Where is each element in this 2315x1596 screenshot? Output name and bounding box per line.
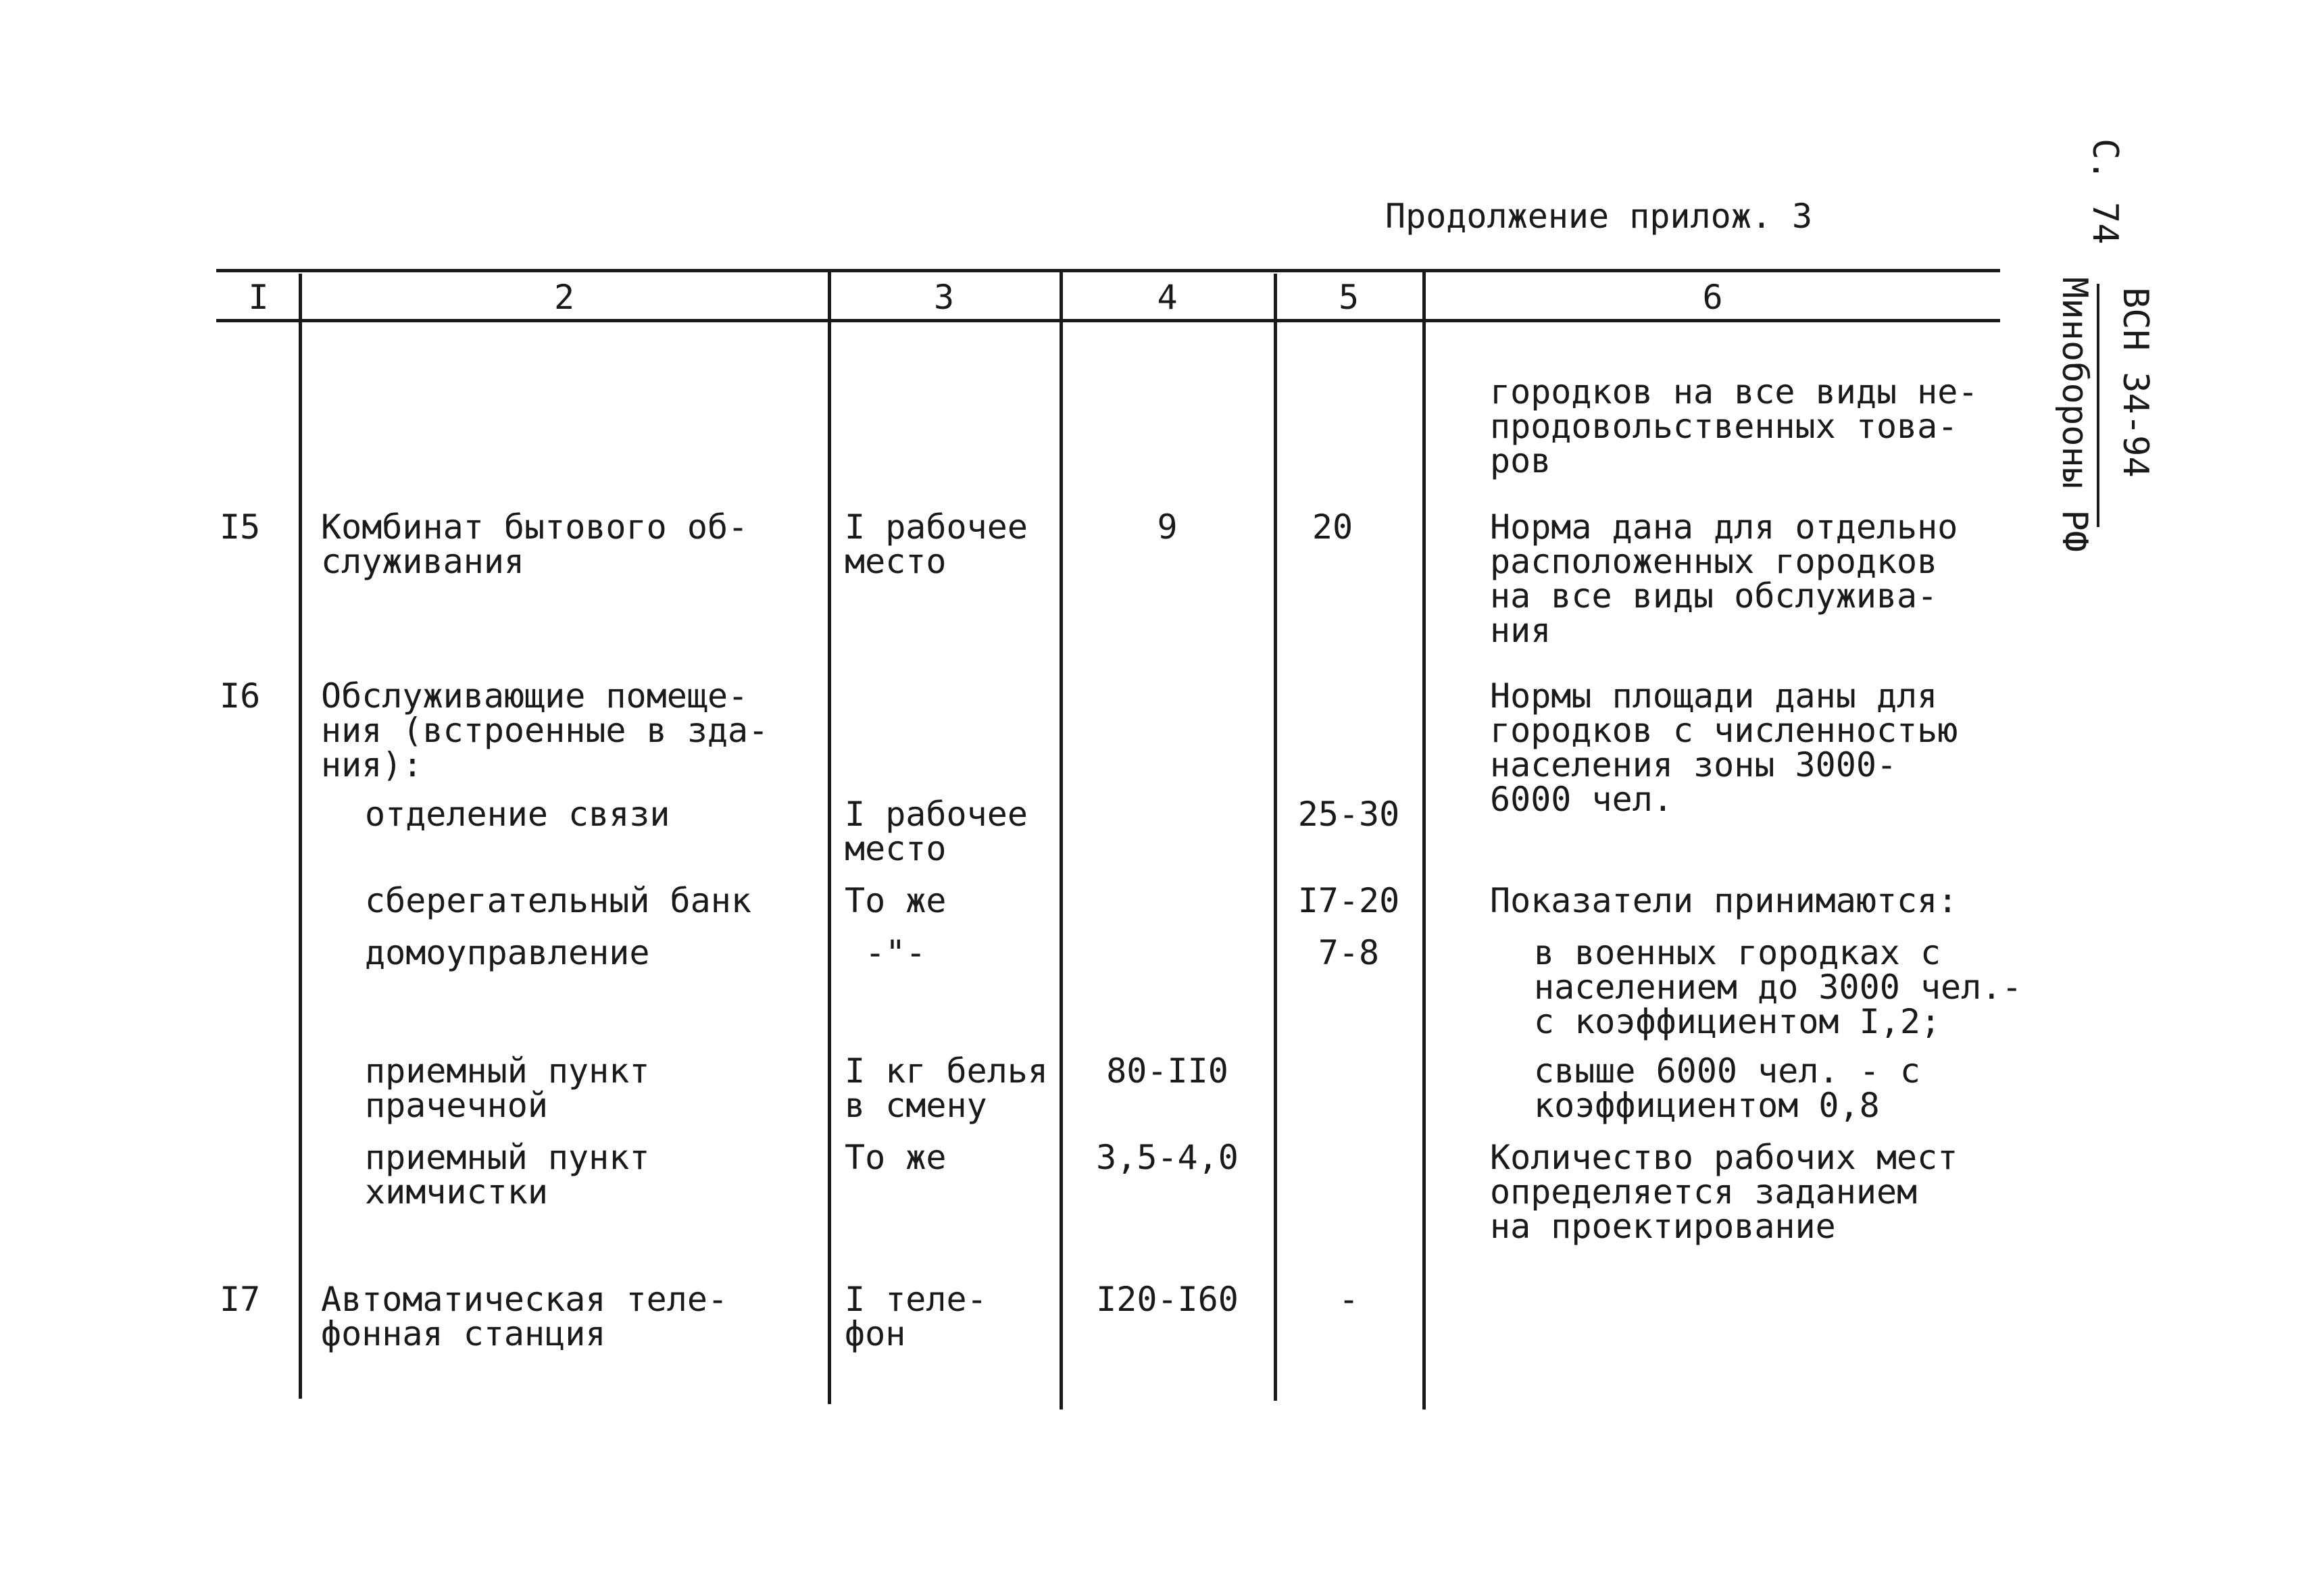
row-17-unit-line-2: фон <box>845 1314 906 1353</box>
row-15-note-line-2: расположенных городков <box>1490 542 1938 581</box>
col-header-4: 4 <box>1157 278 1178 317</box>
sub-savings-bank-unit: То же <box>845 881 947 920</box>
row-17-number: I7 <box>220 1280 261 1319</box>
row-15-unit-line-2: место <box>845 542 947 581</box>
row-17-name-line-2: фонная станция <box>321 1314 606 1353</box>
doc-code-divider <box>2097 284 2099 527</box>
row-17-name-line-1: Автоматическая теле- <box>321 1280 728 1319</box>
row-17-unit-line-1: I теле- <box>845 1280 987 1319</box>
row-15-note-line-3: на все виды обслужива- <box>1490 576 1938 616</box>
workplaces-note-line-2: определяется заданием <box>1490 1172 1918 1212</box>
sub-drycleaning-unit: То же <box>845 1138 947 1177</box>
workplaces-note-line-3: на проектирование <box>1490 1207 1836 1246</box>
column-rule-4 <box>1274 274 1277 1401</box>
row-16-note-line-4: 6000 чел. <box>1490 780 1673 819</box>
indicators-1-line-3: с коэффициентом I,2; <box>1534 1002 1941 1041</box>
row-16-name-line-1: Обслуживающие помеще- <box>321 676 749 716</box>
row-15-col4: 9 <box>1157 507 1178 547</box>
table-header-rule <box>216 319 2000 322</box>
row-16-note-line-3: населения зоны 3000- <box>1490 745 1897 784</box>
sub-drycleaning-name-line-2: химчистки <box>365 1172 548 1212</box>
sub-housing-office-col5: 7-8 <box>1318 933 1380 972</box>
sub-post-office-name: отделение связи <box>365 795 670 834</box>
row-15-note-line-4: ния <box>1490 611 1551 650</box>
col-header-3: 3 <box>933 278 955 317</box>
col-header-1: I <box>248 278 269 317</box>
column-rule-5 <box>1422 269 1426 1410</box>
indicators-1-line-1: в военных городках с <box>1534 933 1941 972</box>
row-15-name-line-2: служивания <box>321 542 525 581</box>
sub-post-office-unit-line-1: I рабочее <box>845 795 1028 834</box>
carry-over-line-1: городков на все виды не- <box>1490 372 1978 412</box>
sub-drycleaning-col4: 3,5-4,0 <box>1096 1138 1239 1177</box>
row-15-number: I5 <box>220 507 261 547</box>
row-16-name-line-3: ния): <box>321 745 423 784</box>
ministry-name: Минобороны РФ <box>2054 277 2095 552</box>
carry-over-line-2: продовольственных това- <box>1490 407 1958 446</box>
indicators-2-line-1: свыше 6000 чел. - с <box>1534 1051 1920 1091</box>
row-15-unit-line-1: I рабочее <box>845 507 1028 547</box>
indicators-title: Показатели принимаются: <box>1490 881 1958 920</box>
col-header-2: 2 <box>553 278 575 317</box>
sub-laundry-name-line-1: приемный пункт <box>365 1051 650 1091</box>
sub-laundry-unit-line-1: I кг белья <box>845 1051 1049 1091</box>
page-number: С. 74 <box>2085 139 2125 245</box>
col-header-6: 6 <box>1702 278 1723 317</box>
row-16-note-line-2: городков с численностью <box>1490 711 1958 750</box>
row-15-name-line-1: Комбинат бытового об- <box>321 507 749 547</box>
row-17-col5: - <box>1338 1280 1360 1319</box>
sub-housing-office-name: домоуправление <box>365 933 650 972</box>
sub-post-office-col5: 25-30 <box>1297 795 1400 834</box>
row-17-col4: I20-I60 <box>1096 1280 1239 1319</box>
indicators-2-line-2: коэффициентом 0,8 <box>1534 1086 1880 1125</box>
continuation-heading: Продолжение прилож. 3 <box>1385 197 1813 236</box>
column-rule-1 <box>299 274 302 1399</box>
doc-code: ВСН 34-94 <box>2115 287 2156 478</box>
sub-housing-office-unit: -"- <box>865 933 926 972</box>
row-15-note-line-1: Норма дана для отдельно <box>1490 507 1958 547</box>
workplaces-note-line-1: Количество рабочих мест <box>1490 1138 1958 1177</box>
column-rule-3 <box>1060 269 1063 1410</box>
carry-over-line-3: ров <box>1490 441 1551 480</box>
sub-laundry-col4: 80-II0 <box>1106 1051 1228 1091</box>
col-header-5: 5 <box>1338 278 1360 317</box>
indicators-1-line-2: населением до 3000 чел.- <box>1534 968 2022 1007</box>
row-15-col5: 20 <box>1312 507 1353 547</box>
table-top-rule <box>216 269 2000 272</box>
sub-post-office-unit-line-2: место <box>845 829 947 868</box>
column-rule-2 <box>828 269 831 1404</box>
row-16-note-line-1: Нормы площади даны для <box>1490 676 1938 716</box>
row-16-name-line-2: ния (встроенные в зда- <box>321 711 769 750</box>
sub-drycleaning-name-line-1: приемный пункт <box>365 1138 650 1177</box>
sub-savings-bank-name: сберегательный банк <box>365 881 751 920</box>
sub-savings-bank-col5: I7-20 <box>1297 881 1400 920</box>
row-16-number: I6 <box>220 676 261 716</box>
sub-laundry-name-line-2: прачечной <box>365 1086 548 1125</box>
sub-laundry-unit-line-2: в смену <box>845 1086 987 1125</box>
